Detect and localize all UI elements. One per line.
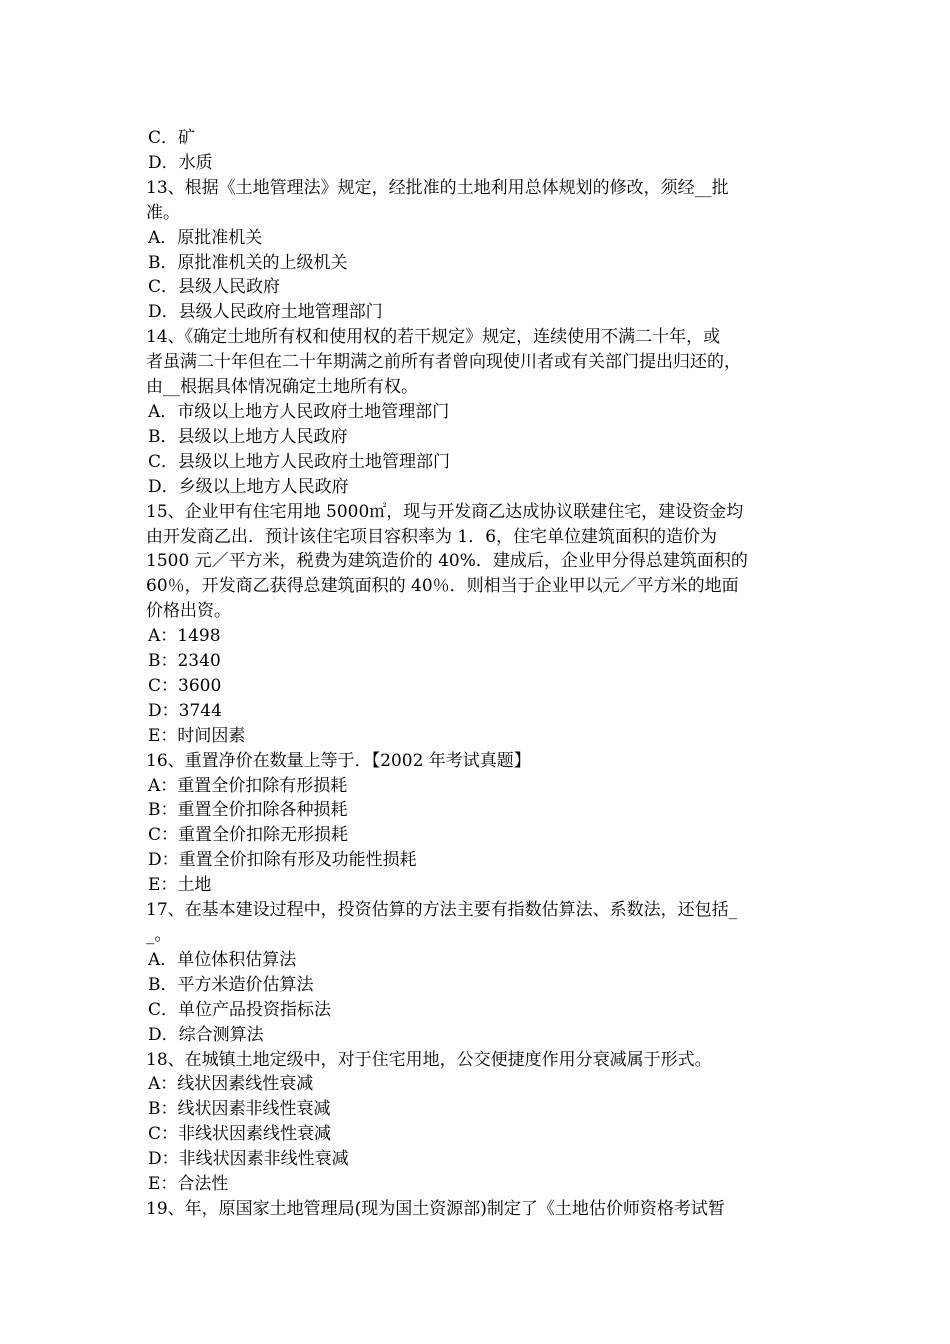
question-text-line: 60％，开发商乙获得总建筑面积的 40％．则相当于企业甲以元／平方米的地面	[146, 576, 739, 597]
answer-option-line: A．原批准机关	[148, 227, 263, 248]
question-text-line: 19、年，原国家土地管理局(现为国土资源部)制定了《土地估价师资格考试暂	[146, 1198, 725, 1219]
answer-option-line: A．单位体积估算法	[148, 949, 297, 970]
answer-option-line: A：线状因素线性衰减	[148, 1074, 314, 1095]
question-text-line: 者虽满二十年但在二十年期满之前所有者曾向现使川者或有关部门提出归还的，	[146, 352, 741, 373]
answer-option-line: D：3744	[148, 700, 222, 721]
answer-option-line: A．市级以上地方人民政府土地管理部门	[148, 401, 450, 422]
question-text-line: 13、根据《土地管理法》规定，经批准的土地利用总体规划的修改，须经__批	[146, 177, 729, 198]
answer-option-line: A：重置全价扣除有形损耗	[148, 775, 348, 796]
question-text-line: 准。	[146, 202, 180, 223]
answer-option-line: B．原批准机关的上级机关	[148, 252, 348, 273]
answer-option-line: D．综合测算法	[148, 1024, 264, 1045]
answer-option-line: C．矿	[148, 128, 196, 148]
answer-option-line: C：重置全价扣除无形损耗	[148, 825, 349, 846]
answer-option-line: D：重置全价扣除有形及功能性损耗	[148, 850, 417, 871]
answer-option-line: B：重置全价扣除各种损耗	[148, 800, 348, 821]
document-body	[146, 126, 822, 1222]
question-text-line: 14、《确定土地所有权和使用权的若干规定》规定，连续使用不满二十年，或	[146, 327, 721, 348]
answer-option-line: D．水质	[148, 152, 213, 173]
answer-option-line: C．单位产品投资指标法	[148, 999, 332, 1020]
answer-option-line: C．县级以上地方人民政府土地管理部门	[148, 451, 451, 472]
answer-option-line: C．县级人民政府	[148, 277, 281, 298]
answer-option-line: B：2340	[148, 651, 221, 672]
question-text-line: 18、在城镇土地定级中，对于住宅用地，公交便捷度作用分衰减属于形式。	[146, 1049, 712, 1070]
question-text-line: 价格出资。	[146, 601, 231, 622]
answer-option-line: A：1498	[148, 626, 221, 647]
answer-option-line: D．乡级以上地方人民政府	[148, 476, 349, 497]
answer-option-line: E：合法性	[148, 1174, 229, 1195]
answer-option-line: C：3600	[148, 675, 222, 696]
question-text-line: 由__根据具体情况确定土地所有权。	[146, 377, 418, 398]
answer-option-line: B．平方米造价估算法	[148, 974, 314, 995]
answer-option-line: D．县级人民政府土地管理部门	[148, 302, 383, 323]
answer-option-line: E：时间因素	[148, 725, 246, 746]
answer-option-line: E：土地	[148, 875, 212, 896]
question-text-line: 15、企业甲有住宅用地 5000㎡，现与开发商乙达成协议联建住宅，建设资金均	[146, 501, 744, 522]
answer-option-line: B．县级以上地方人民政府	[148, 426, 348, 447]
answer-option-line: D：非线状因素非线性衰减	[148, 1149, 349, 1170]
question-text-line: _。	[146, 925, 172, 945]
answer-option-line: C：非线状因素线性衰减	[148, 1124, 332, 1145]
question-text-line: 17、在基本建设过程中，投资估算的方法主要有指数估算法、系数法，还包括_	[146, 900, 738, 921]
question-text-line: 1500 元／平方米，税费为建筑造价的 40%．建成后，企业甲分得总建筑面积的	[146, 551, 748, 572]
question-text-line: 16、重置净价在数量上等于．【2002 年考试真题】	[146, 750, 531, 771]
answer-option-line: B：线状因素非线性衰减	[148, 1099, 331, 1120]
question-text-line: 由开发商乙出．预计该住宅项目容积率为 1．6，住宅单位建筑面积的造价为	[146, 526, 718, 547]
